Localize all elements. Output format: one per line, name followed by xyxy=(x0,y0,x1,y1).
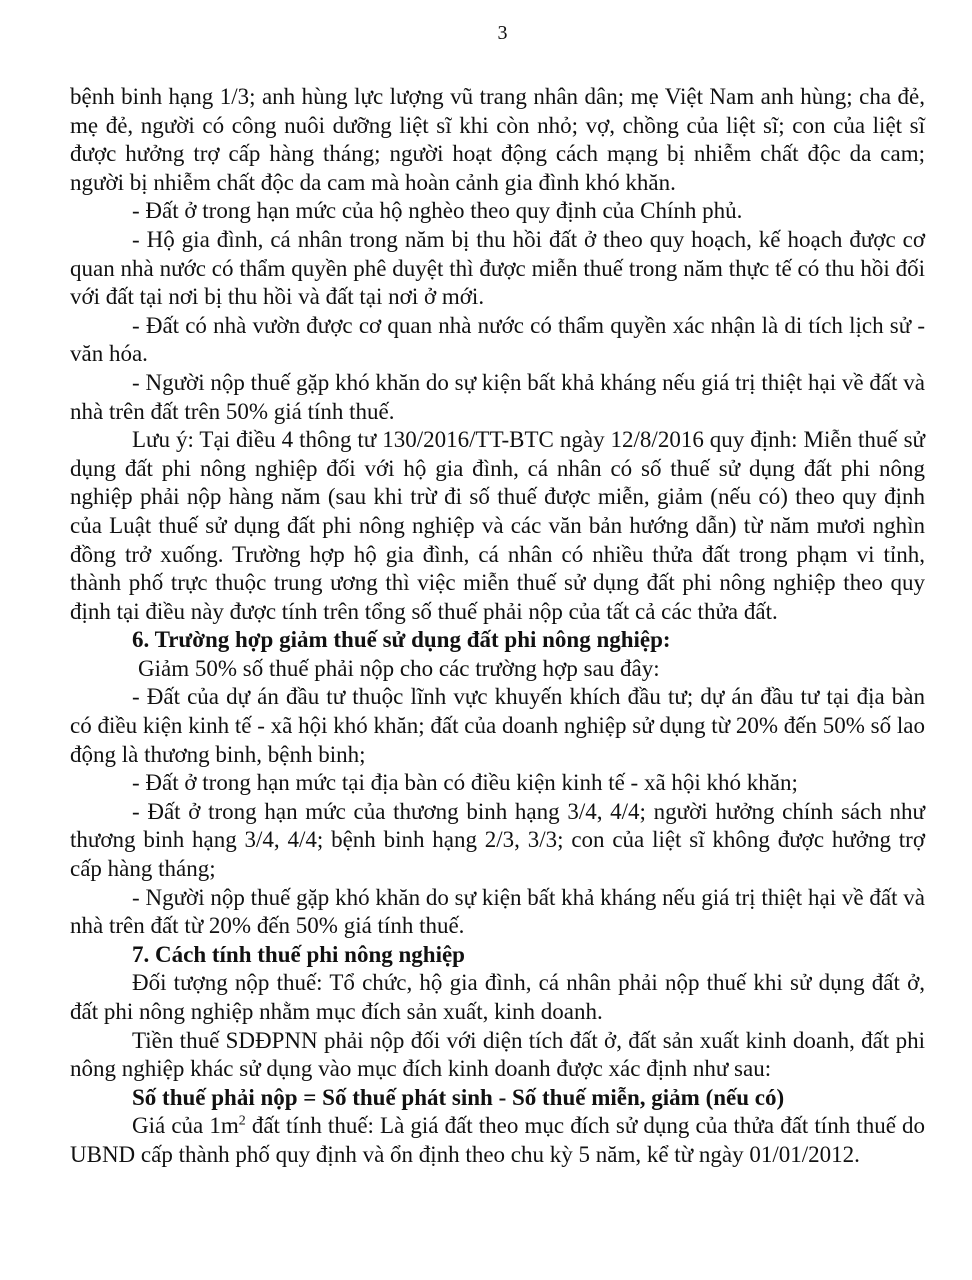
paragraph-continuation: bệnh binh hạng 1/3; anh hùng lực lượng vũ trang nhân dân; mẹ Việt Nam anh hùng; cha đẻ, mẹ đẻ, người có công nuôi dưỡng liệt sĩ khi còn nhỏ; vợ, chồng của liệt sĩ; con của liệt sĩ được hưởng trợ cấp hàng tháng; người hoạt động cách mạng bị nhiễm chất độc da cam; người bị nhiễm chất độc da cam mà hoàn cảnh gia đình khó khăn. xyxy=(70,84,925,195)
land-price-prefix: Giá của 1m xyxy=(132,1113,239,1139)
paragraph-historic-site: - Đất có nhà vườn được cơ quan nhà nước có thẩm quyền xác nhận là di tích lịch sử - văn hóa. xyxy=(70,312,925,367)
land-price-suffix: đất tính thuế: Là giá đất theo mục đích sử dụng của thửa đất tính thuế do UBND cấp thành phố quy định và ổn định theo chu kỳ 5 năm, kể từ ngày 01/01/2012. xyxy=(70,1113,926,1167)
paragraph-taxpayer: Đối tượng nộp thuế: Tổ chức, hộ gia đình, cá nhân phải nộp thuế khi sử dụng đất ở, đất phi nông nghiệp nhằm mục đích sản xuất, kinh doanh. xyxy=(70,970,925,1024)
paragraph-force-majeure-exempt: - Người nộp thuế gặp khó khăn do sự kiện bất khả kháng nếu giá trị thiệt hại về đất và nhà trên đất trên 50% giá tính thuế. xyxy=(70,369,925,424)
document-page xyxy=(70,18,925,1170)
document-body xyxy=(70,83,925,1170)
superscript-2: 2 xyxy=(238,1113,246,1129)
section-heading-7: 7. Cách tính thuế phi nông nghiệp xyxy=(132,941,465,967)
paragraph-land-revoked: - Hộ gia đình, cá nhân trong năm bị thu hồi đất ở theo quy hoạch, kế hoạch được cơ quan nhà nước có thẩm quyền phê duyệt thì được miễn thuế trong năm thực tế có thu hồi đối với đất tại nơi bị thu hồi và đất tại nơi ở mới. xyxy=(70,226,925,310)
paragraph-note: Lưu ý: Tại điều 4 thông tư 130/2016/TT-BTC ngày 12/8/2016 quy định: Miễn thuế sử dụng đất phi nông nghiệp đối với hộ gia đình, cá nhân có số thuế sử dụng đất phi nông nghiệp phải nộp hàng năm (sau khi trừ đi số thuế được miễn, giảm (nếu có) theo quy định của Luật thuế sử dụng đất phi nông nghiệp và các văn bản hướng dẫn) từ năm mươi nghìn đồng trở xuống. Trường hợp hộ gia đình, cá nhân có nhiều thửa đất trong phạm vi tỉnh, thành phố trực thuộc trung ương thì việc miễn thuế sử dụng đất phi nông nghiệp theo quy định tại điều này được tính trên tổng số thuế phải nộp của tất cả các thửa đất. xyxy=(70,427,925,624)
paragraph-tax-amount: Tiền thuế SDĐPNN phải nộp đối với diện tích đất ở, đất sản xuất kinh doanh, đất phi nông nghiệp khác sử dụng vào mục đích kinh doanh được xác định như sau: xyxy=(70,1027,925,1082)
paragraph-land-price xyxy=(70,1112,925,1169)
paragraph-war-invalids: - Đất ở trong hạn mức của thương binh hạng 3/4, 4/4; người hưởng chính sách như thương binh hạng 3/4, 4/4; bệnh binh hạng 2/3, 3/3; con của liệt sĩ không được hưởng trợ cấp hàng tháng; xyxy=(70,798,925,882)
paragraph-reduction-intro: Giảm 50% số thuế phải nộp cho các trường hợp sau đây: xyxy=(138,655,660,681)
tax-formula: Số thuế phải nộp = Số thuế phát sinh - Số thuế miễn, giảm (nếu có) xyxy=(132,1084,785,1110)
paragraph-force-majeure-reduce: - Người nộp thuế gặp khó khăn do sự kiện bất khả kháng nếu giá trị thiệt hại về đất và nhà trên đất từ 20% đến 50% giá tính thuế. xyxy=(70,884,925,939)
paragraph-poor-household: - Đất ở trong hạn mức của hộ nghèo theo quy định của Chính phủ. xyxy=(132,198,743,224)
section-heading-6: 6. Trường hợp giảm thuế sử dụng đất phi nông nghiệp: xyxy=(132,627,671,653)
paragraph-difficult-area: - Đất ở trong hạn mức tại địa bàn có điều kiện kinh tế - xã hội khó khăn; xyxy=(132,770,798,796)
page-number: 3 xyxy=(497,22,508,44)
paragraph-investment-project: - Đất của dự án đầu tư thuộc lĩnh vực khuyến khích đầu tư; dự án đầu tư tại địa bàn có điều kiện kinh tế - xã hội khó khăn; đất của doanh nghiệp sử dụng từ 20% đến 50% số lao động là thương binh, bệnh binh; xyxy=(70,684,925,767)
